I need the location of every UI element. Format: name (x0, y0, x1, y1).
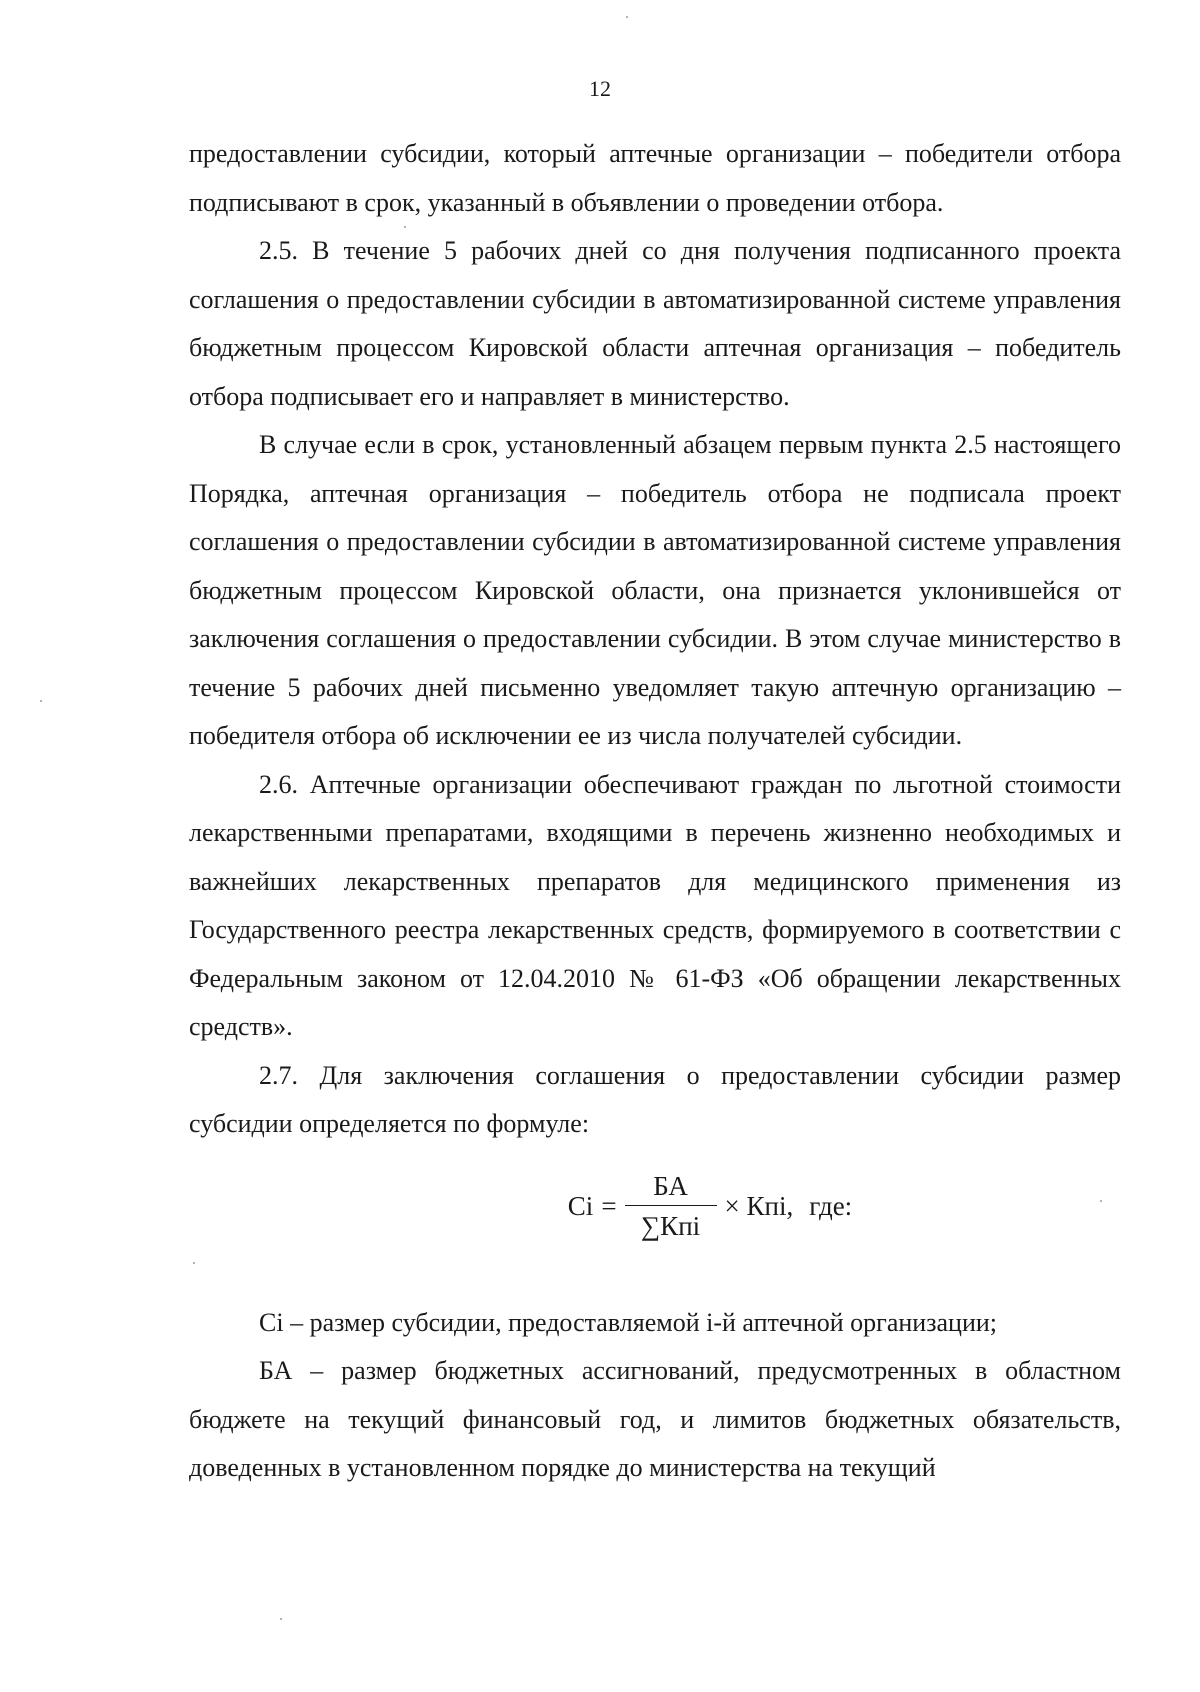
formula-lhs: Ci (567, 1191, 594, 1222)
document-body (189, 130, 1121, 1493)
scan-speck (404, 226, 406, 228)
scan-speck (1100, 1200, 1102, 1202)
formula-rhs: × Кпi, (724, 1191, 794, 1222)
scan-speck (193, 1262, 195, 1264)
scan-speck (40, 700, 42, 702)
formula-numerator: БА (653, 1171, 688, 1201)
definition-ci: Ci – размер субсидии, предоставляемой i-й аптечной организации; (259, 1307, 997, 1337)
subsidy-formula (189, 1155, 1121, 1259)
scan-speck (626, 16, 628, 18)
paragraph-2-7: 2.7. Для заключения соглашения о предоставлении субсидии размер субсидии определяется по формуле: (189, 1060, 1121, 1138)
formula-equals: = (601, 1191, 617, 1222)
formula-fraction (625, 1169, 717, 1244)
paragraph-refusal: В случае если в срок, установленный абзацем первым пункта 2.5 настоящего Порядка, аптечная организация – победитель отбора не подписала проект соглашения о предоставлении субсидии в автоматизированной системе управления бюджетным процессом Кировской области, она признается уклонившейся от заключения соглашения о предоставлении субсидии. В этом случае министерство в течение 5 рабочих дней письменно уведомляет такую аптечную организацию – победителя отбора об исключении ее из числа получателей субсидии. (189, 430, 1121, 750)
paragraph-continuation: предоставлении субсидии, который аптечные организации – победители отбора подписывают в срок, указанный в объявлении о проведении отбора. (189, 139, 1121, 217)
definition-ba: БА – размер бюджетных ассигнований, предусмотренных в областном бюджете на текущий финансовый год, и лимитов бюджетных обязательств, доведенных в установленном порядке до министерства на текущий (189, 1356, 1121, 1482)
page-number: 12 (589, 76, 611, 101)
formula-where: где: (809, 1191, 853, 1222)
paragraph-2-5: 2.5. В течение 5 рабочих дней со дня получения подписанного проекта соглашения о предоставлении субсидии в автоматизированной системе управления бюджетным процессом Кировской области аптечная организация – победитель отбора подписывает его и направляет в министерство. (189, 236, 1121, 411)
scan-speck (280, 1618, 282, 1620)
paragraph-2-6: 2.6. Аптечные организации обеспечивают граждан по льготной стоимости лекарственными препаратами, входящими в перечень жизненно необходимых и важнейших лекарственных препаратов для медицинского применения из Государственного реестра лекарственных средств, формируемого в соответствии с Федеральным законом от 12.04.2010 № 61-ФЗ «Об обращении лекарственных средств». (189, 769, 1121, 1041)
formula-denominator: ∑Кпi (640, 1211, 701, 1241)
